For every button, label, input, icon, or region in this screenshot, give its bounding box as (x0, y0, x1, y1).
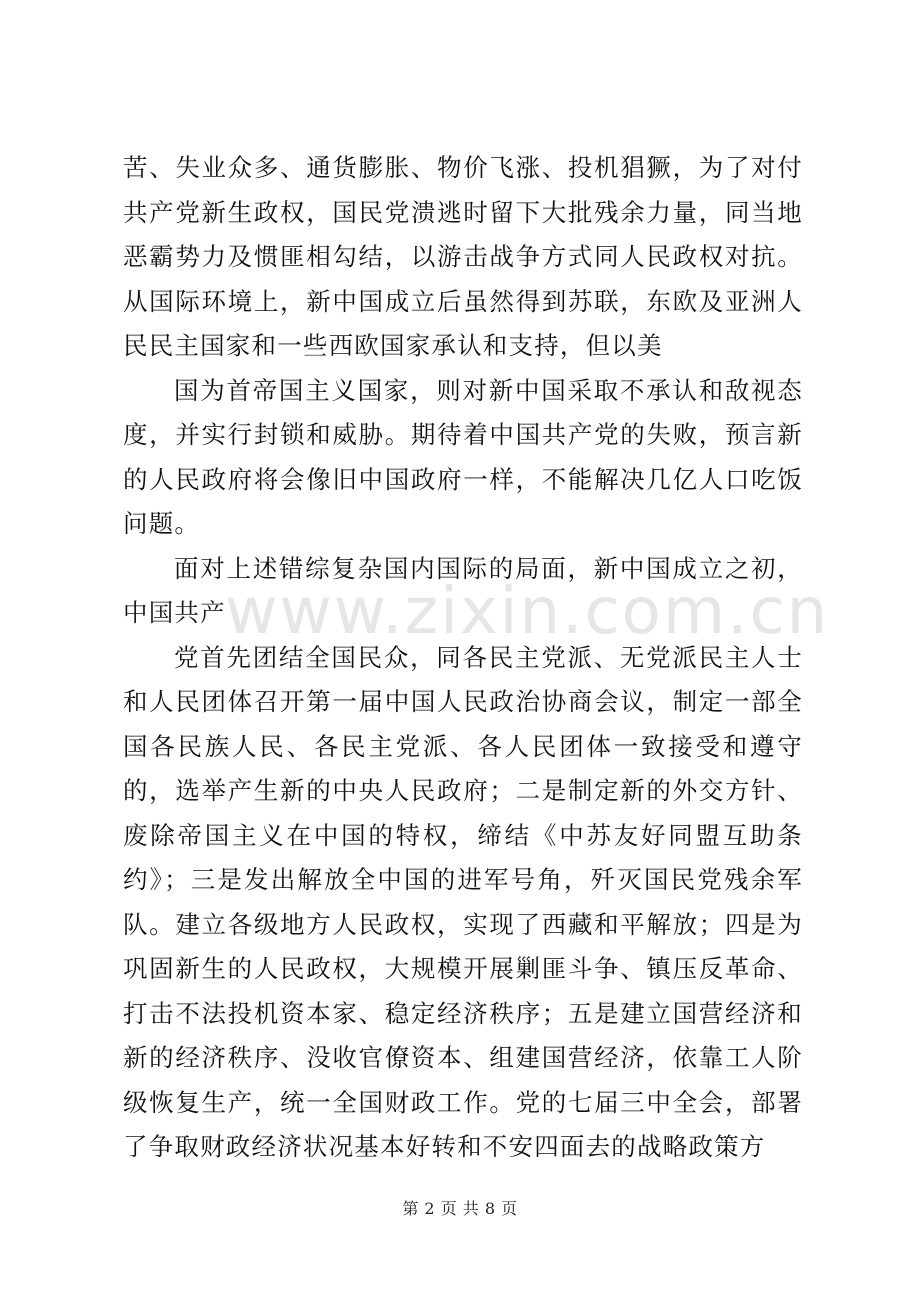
paragraph-3: 面对上述错综复杂国内国际的局面，新中国成立之初，中国共产 (123, 553, 803, 627)
paragraph-4: 党首先团结全国民众，同各民主党派、无党派民主人士和人民团体召开第一届中国人民政治协商会议，制定一部全国各民族人民、各民主党派、各人民团体一致接受和遵守的，选举产生新的中央人民政府；二是制定新的外交方针、废除帝国主义在中国的特权，缔结《中苏友好同盟互助条约》；三是发出解放全中国的进军号角，歼灭国民党残余军队。建立各级地方人民政权，实现了西藏和平解放；四是为巩固新生的人民政权，大规模开展剿匪斗争、镇压反革命、打击不法投机资本家、稳定经济秩序；五是建立国营经济和新的经济秩序、没收官僚资本、组建国营经济，依靠工人阶级恢复生产，统一全国财政工作。党的七届三中全会，部署了争取财政经济状况基本好转和不安四面去的战略政策方 (123, 642, 803, 1161)
watermark: www.zixin.com.cn (225, 575, 830, 649)
paragraph-2: 国为首帝国主义国家，则对新中国采取不承认和敌视态度，并实行封锁和威胁。期待着中国共产党的失败，预言新的人民政府将会像旧中国政府一样，不能解决几亿人口吃饭问题。 (123, 375, 803, 538)
paragraph-1: 苦、失业众多、通货膨胀、物价飞涨、投机猖獗，为了对付共产党新生政权，国民党溃逃时留下大批残余力量，同当地恶霸势力及惯匪相勾结，以游击战争方式同人民政权对抗。从国际环境上，新中国成立后虽然得到苏联，东欧及亚洲人民民主国家和一些西欧国家承认和支持，但以美 (123, 153, 803, 360)
page-footer: 第 2 页 共 8 页 (402, 1199, 518, 1218)
document-body (123, 146, 803, 1170)
